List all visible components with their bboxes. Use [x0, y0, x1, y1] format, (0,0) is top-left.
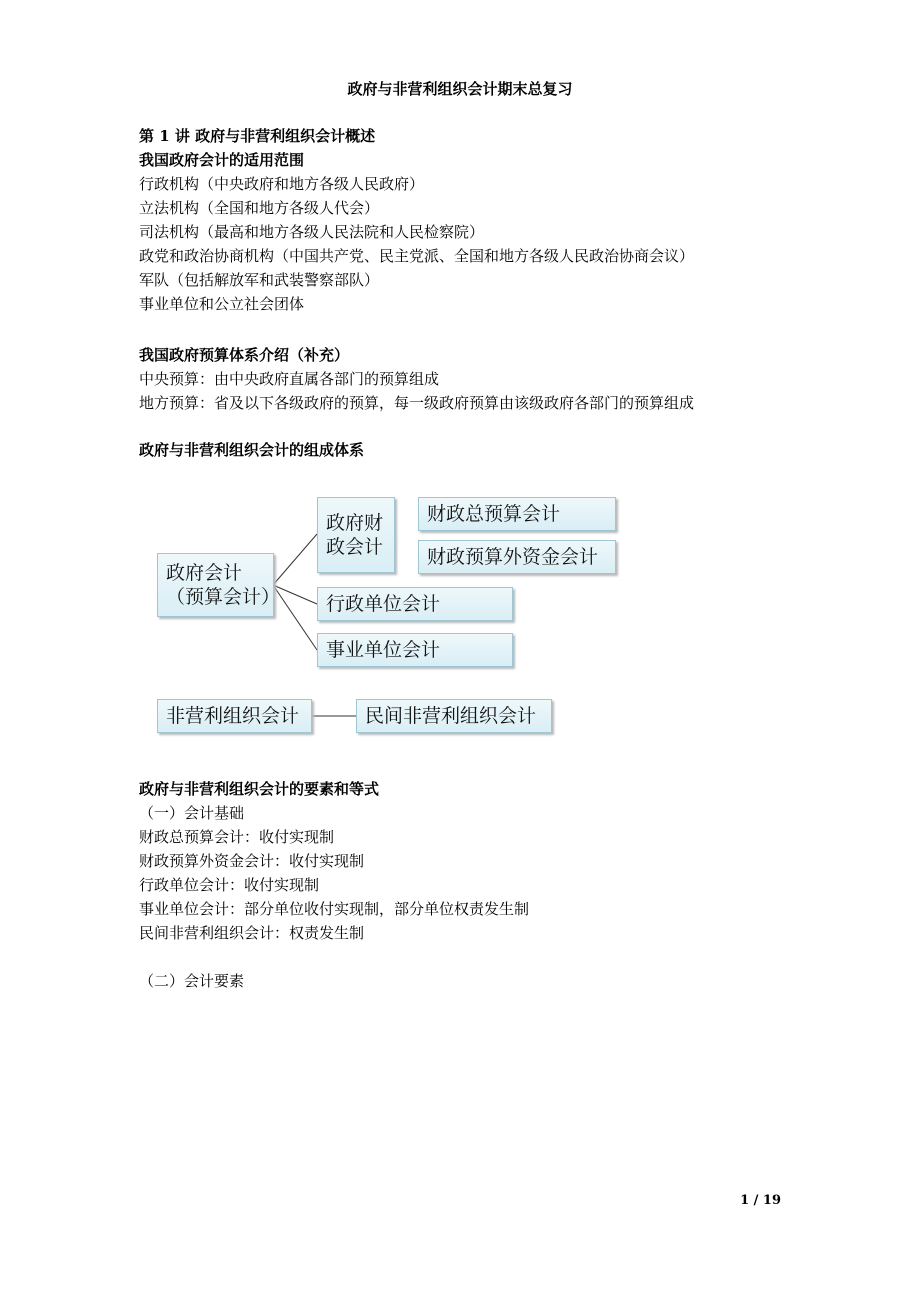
box-general-budget: 财政总预算会计 [418, 497, 616, 531]
scope-heading: 我国政府会计的适用范围 [139, 151, 305, 169]
root-line1: 政府会计 [166, 562, 243, 584]
finance-line2: 政会计 [326, 536, 384, 558]
basis-heading: （一）会计基础 [139, 804, 245, 822]
box-extra-budget: 财政预算外资金会计 [418, 540, 616, 574]
elements-heading: 政府与非营利组织会计的要素和等式 [139, 780, 380, 798]
box-nonprofit: 非营利组织会计 [157, 699, 312, 733]
page-number: 1 / 19 [740, 1193, 781, 1208]
finance-line1: 政府财 [326, 512, 384, 534]
box-admin-unit: 行政单位会计 [317, 587, 513, 621]
section-elements-sub [139, 969, 244, 993]
basis-item: 财政总预算会计：收付实现制 [139, 828, 335, 846]
scope-item: 军队（包括解放军和武装警察部队） [139, 271, 380, 289]
scope-item: 立法机构（全国和地方各级人代会） [139, 199, 380, 217]
budget-item: 地方预算：省及以下各级政府的预算，每一级政府预算由该级政府各部门的预算组成 [139, 394, 695, 412]
elements-subheading: （二）会计要素 [139, 972, 245, 990]
basis-item: 行政单位会计：收付实现制 [139, 876, 320, 894]
section-scope [139, 124, 694, 316]
basis-item: 事业单位会计：部分单位收付实现制，部分单位权责发生制 [139, 900, 530, 918]
basis-item: 财政预算外资金会计：收付实现制 [139, 852, 365, 870]
box-government-finance [317, 497, 395, 573]
budget-item: 中央预算：由中央政府直属各部门的预算组成 [139, 370, 440, 388]
section-system [139, 438, 364, 462]
system-heading: 政府与非营利组织会计的组成体系 [139, 441, 365, 459]
scope-item: 事业单位和公立社会团体 [139, 295, 305, 313]
box-institution-unit: 事业单位会计 [317, 633, 513, 667]
connector-root-finance [273, 534, 317, 585]
scope-item: 政党和政治协商机构（中国共产党、民主党派、全国和地方各级人民政治协商会议） [139, 247, 695, 265]
root-line2: （预算会计） [166, 586, 281, 608]
scope-item: 司法机构（最高和地方各级人民法院和人民检察院） [139, 223, 485, 241]
basis-item: 民间非营利组织会计：权责发生制 [139, 924, 365, 942]
box-private-nonprofit: 民间非营利组织会计 [356, 699, 552, 733]
box-government-accounting [157, 553, 281, 617]
page-title: 政府与非营利组织会计期末总复习 [347, 80, 573, 98]
chapter-heading: 第 1 讲 政府与非营利组织会计概述 [139, 127, 376, 145]
scope-item: 行政机构（中央政府和地方各级人民政府） [139, 175, 425, 193]
section-elements [139, 777, 529, 945]
section-budget [139, 343, 694, 415]
budget-heading: 我国政府预算体系介绍（补充） [139, 346, 350, 364]
